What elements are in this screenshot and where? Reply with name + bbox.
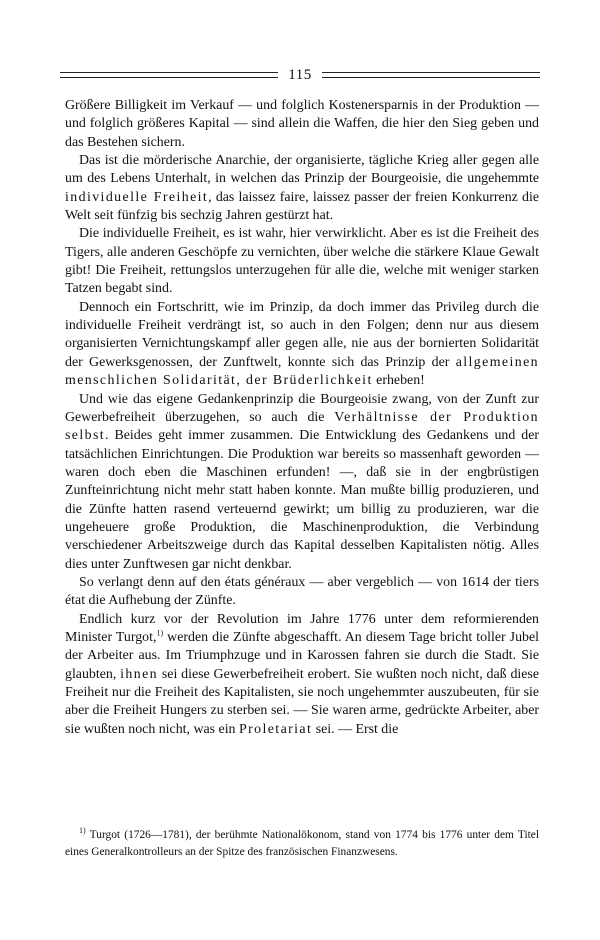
emphasis-ihnen: ihnen [120, 666, 159, 682]
emphasis-solidaritaet: allgemeinen menschlichen Solidarität, der Brüderlichkeit [65, 354, 539, 389]
emphasis-individuelle-freiheit: individuelle Freiheit [65, 189, 209, 205]
paragraph-1: Größere Billigkeit im Verkauf — und folglich Kostenersparnis in der Produktion — und folglich größeres Kapital — sind allein die Waffen, die hier den Sieg geben und das Bestehen sichern. [65, 98, 539, 150]
page-number: 115 [288, 67, 312, 83]
header-rule-right [322, 72, 540, 78]
paragraph-2: Das ist die mörderische Anarchie, der organisierte, tägliche Krieg aller gegen alle um des Lebens Unterhalt, in welchen das Prinzip der Bourgeoisie, die ungehemmte individuelle Freiheit, das laissez faire, laissez passer der freien Konkurrenz die Welt seit fünfzig bis sechzig Jahren gestürzt hat. [65, 153, 539, 224]
footnote-ref: 1) [156, 628, 164, 638]
paragraph-3: Die individuelle Freiheit, es ist wahr, hier verwirklicht. Aber es ist die Freiheit des Tigers, alle anderen Geschöpfe zu vernichten, über welche die stärkere Klaue Gewalt gibt! Die Freiheit, rettungslos unterzugehen für alle die, welche mit weniger starken Tatzen begabt sind. [65, 226, 539, 297]
paragraph-4: Dennoch ein Fortschritt, wie im Prinzip, da doch immer das Privileg durch die individuelle Freiheit verdrängt ist, so auch in den Folgen; denn nur aus diesem organisierten Vernichtungskampf aller gegen alle, nie aus der bornierten Solidarität der Gewerksgenossen, der Zunftwelt, konnte sich das Prinzip der allgemeinen menschlichen Solidarität, der Brüderlichkeit erheben! [65, 299, 539, 389]
paragraph-5: Und wie das eigene Gedankenprinzip die Bourgeoisie zwang, von der Zunft zur Gewerbefreiheit überzugehen, so auch die Verhältnisse der Produktion selbst. Beides geht immer zusammen. Die Entwicklung des Gedankens und der tatsächlichen Einrichtungen. Die Produktion war bereits so massenhaft geworden — waren doch eben die Maschinen erfunden! —, daß sie in der engbrüstigen Zunfteinrichtung nicht mehr statt haben konnte. Man mußte billig produzieren, und die Zünfte hatten rasend verteuernd gewirkt; um billig zu produzieren, war die ungeheuere große Produktion, die Maschinenproduktion, die Verbindung verschiedener Arbeitszweige durch das Kapital desselben Kapitalisten nötig. Alles dies unter Zunftwesen gar nicht denkbar. [65, 391, 539, 572]
emphasis-proletariat: Proletariat [238, 721, 313, 737]
paragraph-6: So verlangt denn auf den états généraux — aber vergeblich — von 1614 der tiers état die Aufhebung der Zünfte. [65, 574, 539, 609]
running-header [60, 66, 540, 84]
emphasis-verhaeltnisse: Verhältnisse der Produktion selbst [65, 409, 539, 444]
header-rule-left [60, 72, 278, 78]
footnote-text: Turgot (1726—1781), der berühmte Nationalökonom, stand von 1774 bis 1776 unter dem Titel eines Generalkontrolleurs an der Spitze des französischen Finanzwesens. [65, 829, 539, 858]
paragraph-7: Endlich kurz vor der Revolution im Jahre 1776 unter dem reformierenden Minister Turgot,$^{1)}$ werden die Zünfte abgeschafft. An diesem Tage bricht toller Jubel der Arbeiter aus. Im Triumphzuge und in Karossen fahren sie durch die Stadt. Sie glaubten, ihnen sei diese Gewerbefreiheit erobert. Sie wußten noch nicht, daß diese Freiheit nur die Freiheit des Kapitalisten, sie noch ungehemmter auszubeuten, für sie aber die Freiheit Hungers zu sterben sei. — Sie waren arme, gedrückte Arbeiter, aber sie wußten noch nicht, was ein Proletariat sei. — Erst die [65, 611, 539, 737]
footnote-marker: 1) [79, 826, 86, 836]
main-text [65, 97, 539, 739]
footnote [65, 827, 539, 860]
